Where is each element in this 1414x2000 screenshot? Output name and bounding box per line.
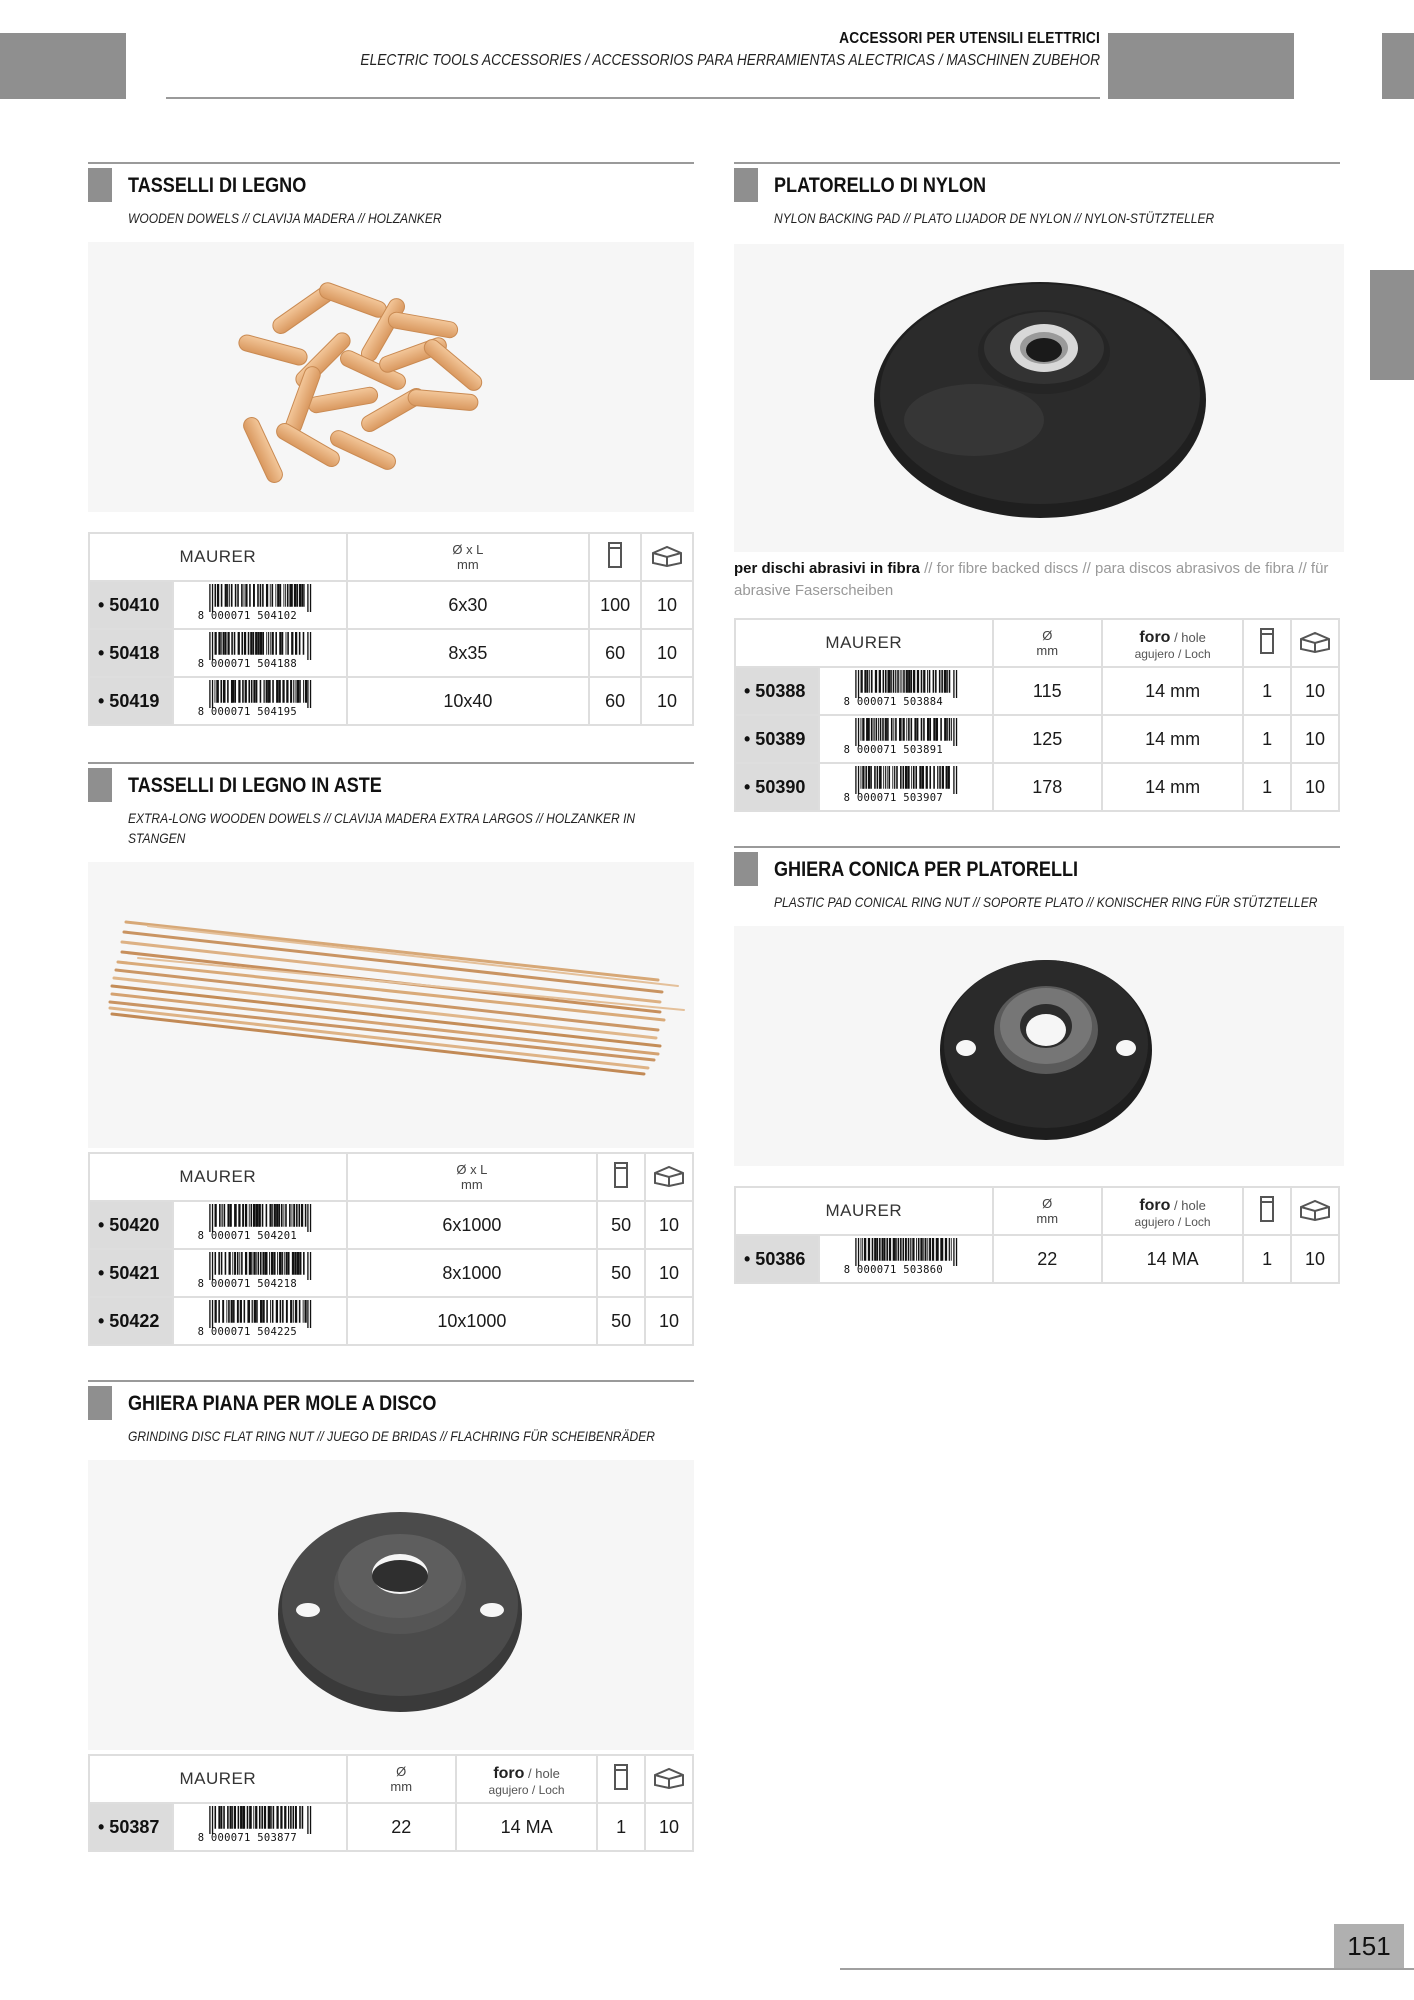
section-subtitle: NYLON BACKING PAD // PLATO LIJADOR DE NYLON // NYLON-STÜTZTELLER	[774, 210, 1215, 226]
diameter-unit: mm	[1036, 1211, 1059, 1226]
diameter-label: Ø	[1042, 628, 1053, 643]
note-rest: // for fibre backed discs // para discos abrasivos de fibra // für abrasive Faserscheiben	[734, 560, 1329, 599]
hole-label-en: / hole	[1170, 629, 1206, 645]
barcode-number: 8 000071 504188	[197, 657, 298, 670]
table-header	[89, 533, 693, 581]
cell-pack: 1	[1243, 1235, 1291, 1283]
hole-label-it: foro	[1139, 1196, 1171, 1214]
section-title: TASSELLI DI LEGNO IN ASTE	[128, 774, 382, 797]
size-label: Ø x L	[456, 1162, 488, 1177]
cell-box: 10	[645, 1201, 693, 1249]
section-title: GHIERA CONICA PER PLATORELLI	[774, 858, 1079, 881]
cell-hole: 14 mm	[1102, 763, 1243, 811]
barcode-image	[844, 670, 968, 708]
hole-header	[1102, 1187, 1243, 1235]
header-subtitle: ELECTRIC TOOLS ACCESSORIES / ACCESSORIOS PARA HERRAMIENTAS ALECTRICAS / MASCHINEN ZUBEHOR	[360, 52, 1100, 69]
hole-header	[1102, 619, 1243, 667]
barcode-number: 8 000071 503884	[843, 695, 943, 708]
cell-pack: 1	[597, 1803, 645, 1851]
brand-logo: MAURER	[89, 1755, 347, 1803]
nylon-pad-image	[734, 244, 1344, 552]
table-row	[89, 581, 693, 629]
diameter-header	[993, 619, 1102, 667]
size-label: Ø x L	[452, 542, 484, 557]
product-code: • 50422	[89, 1297, 173, 1345]
cell-size: 8x35	[347, 629, 590, 677]
barcode-number: 8 000071 504195	[197, 705, 298, 718]
header-title: ACCESSORI PER UTENSILI ELETTRICI	[839, 30, 1100, 47]
cell-pack: 1	[1243, 763, 1291, 811]
barcode-number: 8 000071 504225	[197, 1325, 297, 1338]
flat-ring-table	[88, 1754, 694, 1852]
table-row	[89, 1297, 693, 1345]
barcode-image	[198, 680, 322, 718]
cell-box: 10	[645, 1249, 693, 1297]
rods-table	[88, 1152, 694, 1346]
cell-box: 10	[641, 629, 693, 677]
table-row	[735, 1235, 1339, 1283]
hole-label-it: foro	[1139, 628, 1171, 646]
cell-pack: 50	[597, 1297, 645, 1345]
cell-pack: 50	[597, 1201, 645, 1249]
page-header	[240, 30, 1100, 70]
cell-pack: 1	[1243, 667, 1291, 715]
barcode	[819, 763, 993, 811]
table-row	[735, 715, 1339, 763]
section-rule	[88, 1380, 694, 1382]
barcode	[173, 1803, 347, 1851]
barcode-number: 8 000071 503877	[197, 1831, 298, 1844]
barcode-image	[198, 584, 322, 622]
cell-size: 10x40	[347, 677, 590, 725]
barcode-image	[198, 1806, 322, 1844]
section-marker	[734, 168, 758, 202]
barcode-number: 8 000071 503891	[843, 743, 943, 756]
section-rule	[88, 762, 694, 764]
cell-pack: 100	[589, 581, 641, 629]
cell-box: 10	[1291, 667, 1339, 715]
section-marker	[734, 852, 758, 886]
page-number: 151	[1334, 1924, 1404, 1968]
barcode	[173, 1201, 347, 1249]
barcode-image	[198, 1252, 322, 1290]
diameter-label: Ø	[1042, 1196, 1053, 1211]
product-code: • 50421	[89, 1249, 173, 1297]
section-rule	[734, 846, 1340, 848]
barcode-image	[198, 632, 322, 670]
hole-label-es-de: agujero / Loch	[488, 1782, 565, 1797]
section-marker	[88, 768, 112, 802]
section-marker	[88, 1386, 112, 1420]
pack-icon	[1243, 619, 1291, 667]
product-code: • 50418	[89, 629, 173, 677]
hole-label-en: / hole	[1170, 1197, 1206, 1213]
cell-size: 6x30	[347, 581, 590, 629]
cell-dia: 115	[993, 667, 1102, 715]
cell-size: 10x1000	[347, 1297, 598, 1345]
header-right-block	[1108, 33, 1294, 99]
cell-pack: 60	[589, 629, 641, 677]
table-header	[89, 1153, 693, 1201]
table-row	[89, 1249, 693, 1297]
barcode	[173, 1249, 347, 1297]
brand-logo: MAURER	[89, 533, 347, 581]
cell-hole: 14 mm	[1102, 667, 1243, 715]
cell-pack: 1	[1243, 715, 1291, 763]
wooden-rods-image	[88, 862, 694, 1148]
pack-icon	[597, 1153, 645, 1201]
wooden-dowels-image	[88, 242, 694, 512]
hole-header	[456, 1755, 597, 1803]
section-title: PLATORELLO DI NYLON	[774, 174, 987, 197]
section-title: GHIERA PIANA PER MOLE A DISCO	[128, 1392, 437, 1415]
section-subtitle: EXTRA-LONG WOODEN DOWELS // CLAVIJA MADERA EXTRA LARGOS // HOLZANKER IN STANGEN	[128, 810, 636, 846]
cell-dia: 22	[993, 1235, 1102, 1283]
hole-label-es-de: agujero / Loch	[1134, 1214, 1211, 1229]
cell-box: 10	[645, 1297, 693, 1345]
diameter-header	[347, 1755, 456, 1803]
header-left-block	[0, 33, 126, 99]
cell-dia: 22	[347, 1803, 456, 1851]
table-row	[89, 1201, 693, 1249]
cell-box: 10	[1291, 763, 1339, 811]
barcode	[819, 715, 993, 763]
header-edge-block	[1382, 33, 1414, 99]
barcode	[173, 1297, 347, 1345]
cell-pack: 50	[597, 1249, 645, 1297]
table-row	[89, 629, 693, 677]
diameter-label: Ø	[396, 1764, 407, 1779]
section-wooden-dowels	[88, 162, 694, 242]
section-conical-ring-nut	[734, 846, 1340, 926]
cell-dia: 125	[993, 715, 1102, 763]
section-rule	[88, 162, 694, 164]
section-nylon-pad	[734, 162, 1340, 242]
barcode	[173, 677, 347, 725]
section-marker	[88, 168, 112, 202]
barcode-number: 8 000071 504102	[197, 609, 298, 622]
cell-box: 10	[645, 1803, 693, 1851]
footer-rule	[840, 1968, 1414, 1970]
barcode-image	[844, 1238, 968, 1276]
conical-table	[734, 1186, 1340, 1284]
box-icon	[645, 1153, 693, 1201]
section-subtitle: GRINDING DISC FLAT RING NUT // JUEGO DE BRIDAS // FLACHRING FÜR SCHEIBENRÄDER	[128, 1428, 655, 1444]
brand-logo: MAURER	[735, 619, 993, 667]
barcode-image	[844, 718, 968, 756]
box-icon	[1291, 1187, 1339, 1235]
size-unit: mm	[461, 1177, 483, 1192]
section-title: TASSELLI DI LEGNO	[128, 174, 307, 197]
product-code: • 50386	[735, 1235, 819, 1283]
barcode	[173, 581, 347, 629]
hole-label-it: foro	[493, 1764, 525, 1782]
hole-label-es-de: agujero / Loch	[1134, 646, 1211, 661]
box-icon	[1291, 619, 1339, 667]
header-rule	[166, 97, 1100, 99]
product-code: • 50387	[89, 1803, 173, 1851]
table-row	[89, 677, 693, 725]
table-row	[735, 763, 1339, 811]
flat-ring-nut-image	[88, 1460, 694, 1750]
pack-icon	[589, 533, 641, 581]
box-icon	[645, 1755, 693, 1803]
table-header	[735, 619, 1339, 667]
barcode-image	[198, 1204, 322, 1242]
cell-pack: 60	[589, 677, 641, 725]
table-header	[89, 1755, 693, 1803]
cell-box: 10	[1291, 1235, 1339, 1283]
barcode-number: 8 000071 504218	[197, 1277, 297, 1290]
diameter-unit: mm	[1036, 643, 1059, 658]
table-row	[735, 667, 1339, 715]
conical-ring-nut-image	[734, 926, 1344, 1166]
note-bold: per dischi abrasivi in fibra	[734, 560, 920, 577]
section-flat-ring-nut	[88, 1380, 694, 1460]
barcode	[819, 667, 993, 715]
hole-label-en: / hole	[524, 1765, 560, 1781]
product-code: • 50389	[735, 715, 819, 763]
barcode-number: 8 000071 503860	[843, 1263, 944, 1276]
cell-box: 10	[641, 581, 693, 629]
brand-logo: MAURER	[89, 1153, 347, 1201]
cell-size: 8x1000	[347, 1249, 598, 1297]
pad-table	[734, 618, 1340, 812]
cell-box: 10	[1291, 715, 1339, 763]
product-code: • 50410	[89, 581, 173, 629]
cell-dia: 178	[993, 763, 1102, 811]
barcode-number: 8 000071 503907	[843, 791, 943, 804]
product-code: • 50390	[735, 763, 819, 811]
diameter-header	[993, 1187, 1102, 1235]
table-header	[735, 1187, 1339, 1235]
table-row	[89, 1803, 693, 1851]
product-code: • 50420	[89, 1201, 173, 1249]
size-header	[347, 533, 590, 581]
barcode-image	[844, 766, 968, 804]
section-wooden-rods	[88, 762, 694, 862]
barcode	[173, 629, 347, 677]
barcode-number: 8 000071 504201	[197, 1229, 297, 1242]
cell-size: 6x1000	[347, 1201, 598, 1249]
diameter-unit: mm	[390, 1779, 413, 1794]
cell-hole: 14 MA	[456, 1803, 597, 1851]
section-rule	[734, 162, 1340, 164]
cell-hole: 14 mm	[1102, 715, 1243, 763]
product-code: • 50388	[735, 667, 819, 715]
section-subtitle: WOODEN DOWELS // CLAVIJA MADERA // HOLZANKER	[128, 210, 442, 226]
box-icon	[641, 533, 693, 581]
section-subtitle: PLASTIC PAD CONICAL RING NUT // SOPORTE PLATO // KONISCHER RING FÜR STÜTZTELLER	[774, 894, 1318, 910]
pack-icon	[1243, 1187, 1291, 1235]
barcode-image	[198, 1300, 322, 1338]
size-unit: mm	[457, 557, 479, 572]
pack-icon	[597, 1755, 645, 1803]
pad-usage-note	[734, 558, 1340, 602]
cell-hole: 14 MA	[1102, 1235, 1243, 1283]
product-code: • 50419	[89, 677, 173, 725]
chapter-tab	[1370, 270, 1414, 380]
brand-logo: MAURER	[735, 1187, 993, 1235]
barcode	[819, 1235, 993, 1283]
dowels-table	[88, 532, 694, 726]
cell-box: 10	[641, 677, 693, 725]
size-header	[347, 1153, 598, 1201]
